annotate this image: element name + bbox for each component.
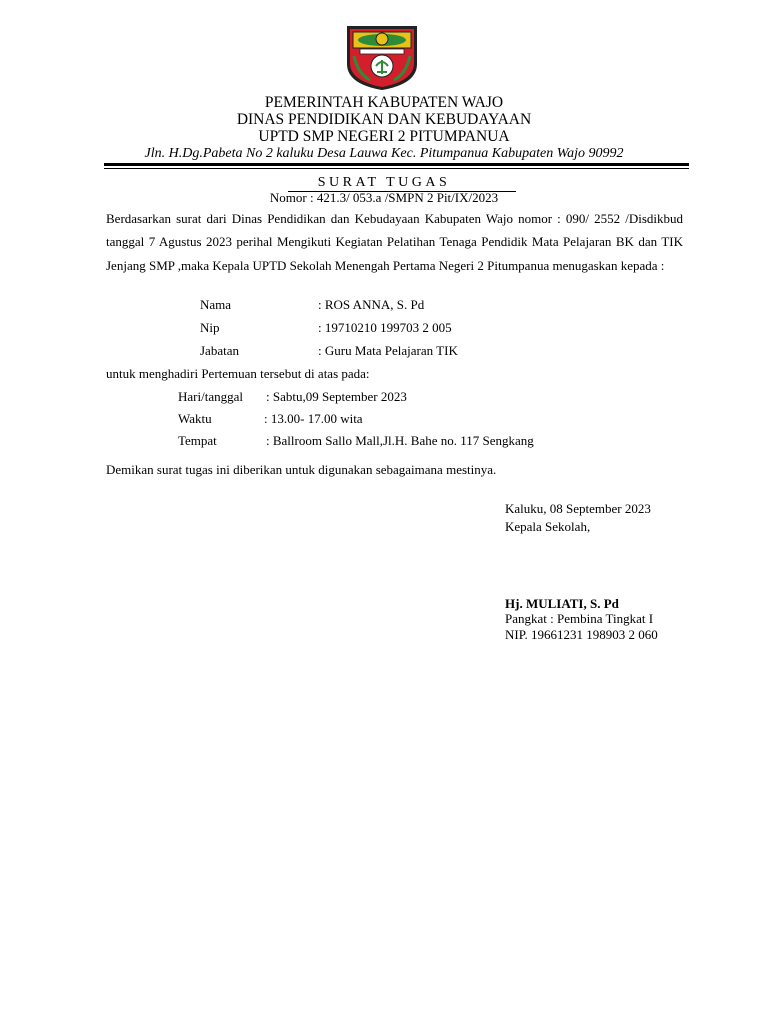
header-rule-thin xyxy=(104,168,689,169)
logo-emblem xyxy=(376,33,388,45)
signature-position: Kepala Sekolah, xyxy=(505,519,591,534)
jabatan-label: Jabatan xyxy=(200,343,239,358)
header-rule-thick xyxy=(104,163,689,166)
nama-label: Nama xyxy=(200,297,232,312)
letterhead-department: DINAS PENDIDIKAN DAN KEBUDAYAAN xyxy=(236,111,532,128)
letter-number: Nomor : 421.3/ 053.a /SMPN 2 Pit/IX/2023 xyxy=(269,190,499,205)
purpose-text: untuk menghadiri Pertemuan tersebut di atas pada: xyxy=(106,366,370,381)
signature-place-date: Kaluku, 08 September 2023 xyxy=(505,501,651,516)
tempat-value: : Ballroom Sallo Mall,Jl.H. Bahe no. 117 Sengkang xyxy=(266,433,534,448)
letterhead-school: UPTD SMP NEGERI 2 PITUMPANUA xyxy=(258,128,510,145)
tempat-label: Tempat xyxy=(178,433,217,448)
letterhead-address: Jln. H.Dg.Pabeta No 2 kaluku Desa Lauwa Kec. Pitumpanua Kabupaten Wajo 90992 xyxy=(144,146,624,161)
nip-label: Nip xyxy=(200,320,220,335)
letter-title: SURAT TUGAS xyxy=(317,175,451,190)
opening-paragraph: Berdasarkan surat dari Dinas Pendidikan dan Kebudayaan Kabupaten Wajo nomor : 090/ 2552 /Disdikbud tanggal 7 Agustus 2023 perihal Mengikuti Kegiatan Pelatihan Tenaga Pendidik Mata Pelajaran BK dan TIK Jenjang SMP ,maka Kepala UPTD Sekolah Menengah Pertama Negeri 2 Pitumpanua menugaskan kepada : xyxy=(106,211,683,273)
signature-rank: Pangkat : Pembina Tingkat I xyxy=(505,611,654,626)
jabatan-value: : Guru Mata Pelajaran TIK xyxy=(318,343,458,358)
nama-value: : ROS ANNA, S. Pd xyxy=(318,297,425,312)
waktu-value: : 13.00- 17.00 wita xyxy=(264,411,363,426)
hari-value: : Sabtu,09 September 2023 xyxy=(266,389,407,404)
signature-name: Hj. MULIATI, S. Pd xyxy=(505,596,619,611)
nip-value: : 19710210 199703 2 005 xyxy=(318,320,452,335)
logo-ribbon xyxy=(360,49,404,54)
hari-label: Hari/tanggal xyxy=(178,389,243,404)
letterhead-government: PEMERINTAH KABUPATEN WAJO xyxy=(264,94,504,111)
closing-text: Demikan surat tugas ini diberikan untuk digunakan sebagaimana mestinya. xyxy=(106,462,497,477)
school-logo xyxy=(344,22,420,92)
signature-nip: NIP. 19661231 198903 2 060 xyxy=(505,627,658,642)
waktu-label: Waktu xyxy=(178,411,212,426)
